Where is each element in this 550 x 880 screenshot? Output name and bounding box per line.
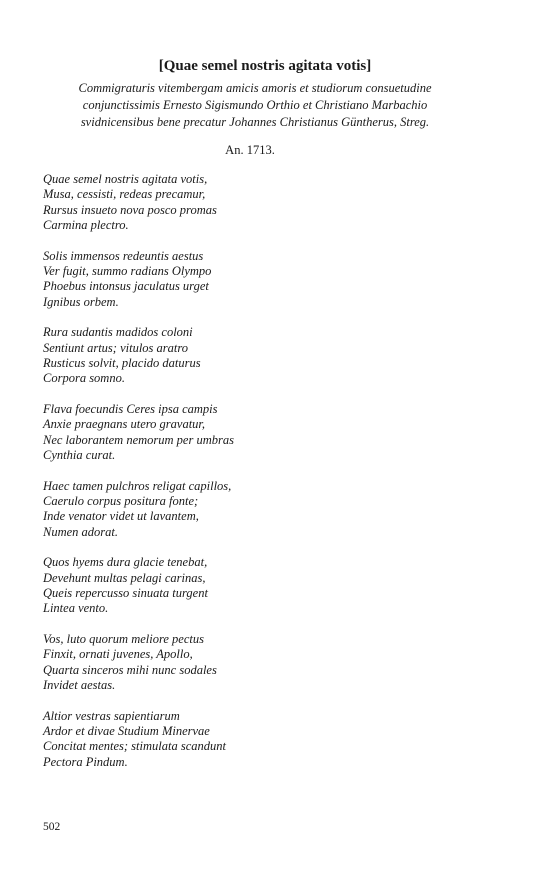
verse-line: Concitat mentes; stimulata scandunt [43, 739, 226, 754]
verse-line: Musa, cessisti, redeas precamur, [43, 187, 206, 202]
verse-line: Anxie praegnans utero gravatur, [43, 417, 206, 432]
dedication [25, 80, 485, 131]
verse-line: Finxit, ornati juvenes, Apollo, [43, 647, 193, 662]
verse-line: Quarta sinceros mihi nunc sodales [43, 662, 217, 677]
verse-line: Phoebus intonsus jaculatus urget [43, 279, 209, 294]
stanza [43, 325, 503, 386]
verse-line: Vos, luto quorum meliore pectus [43, 632, 204, 647]
stanza [43, 709, 503, 770]
stanza [43, 172, 503, 233]
poem-title: [Quae semel nostris agitata votis] [158, 58, 372, 74]
verse-line: Quos hyems dura glacie tenebat, [43, 555, 208, 570]
stanza [43, 555, 503, 616]
dedication-line: svidnicensibus bene precatur Johannes Christianus Güntherus, Streg. [80, 115, 430, 129]
verse-line: Rursus insueto nova posco promas [43, 202, 217, 217]
stanza [43, 249, 503, 310]
verse-line: Nec laborantem nemorum per umbras [43, 432, 234, 447]
verse-line: Pectora Pindum. [43, 754, 128, 769]
verse-line: Altior vestras sapientiarum [43, 708, 180, 723]
verse-line: Caerulo corpus positura fonte; [43, 494, 199, 509]
page-number: 502 [43, 821, 61, 833]
verse-line: Flava foecundis Ceres ipsa campis [43, 402, 218, 417]
verse-line: Haec tamen pulchros religat capillos, [43, 478, 232, 493]
verse-line: Ignibus orbem. [43, 294, 119, 309]
verse-line: Sentiunt artus; vitulos aratro [43, 340, 189, 355]
stanza [43, 402, 503, 463]
verse-line: Ardor et divae Studium Minervae [43, 724, 210, 739]
verse-line: Devehunt multas pelagi carinas, [43, 570, 206, 585]
verse-line: Invidet aestas. [43, 678, 116, 693]
verse-line: Lintea vento. [43, 601, 109, 616]
verse-line: Corpora somno. [43, 371, 125, 386]
verse-line: Solis immensos redeuntis aestus [43, 248, 204, 263]
dedication-line: conjunctissimis Ernesto Sigismundo Orthio et Christiano Marbachio [82, 98, 428, 112]
dedication-line: Commigraturis vitembergam amicis amoris et studiorum consuetudine [78, 81, 432, 95]
stanza [43, 479, 503, 540]
verse-line: Inde venator videt ut lavantem, [43, 509, 199, 524]
verse-line: Rura sudantis madidos coloni [43, 325, 193, 340]
verse-line: Rusticus solvit, placido daturus [43, 355, 201, 370]
verse-line: Carmina plectro. [43, 217, 129, 232]
verse-line: Quae semel nostris agitata votis, [43, 172, 208, 186]
poem-date: An. 1713. [225, 143, 275, 157]
verse-line: Queis repercusso sinuata turgent [43, 586, 208, 601]
stanza [43, 632, 503, 693]
verse-line: Ver fugit, summo radians Olympo [43, 263, 212, 278]
poem-body [43, 172, 503, 786]
verse-line: Numen adorat. [43, 524, 118, 539]
verse-line: Cynthia curat. [43, 447, 116, 462]
